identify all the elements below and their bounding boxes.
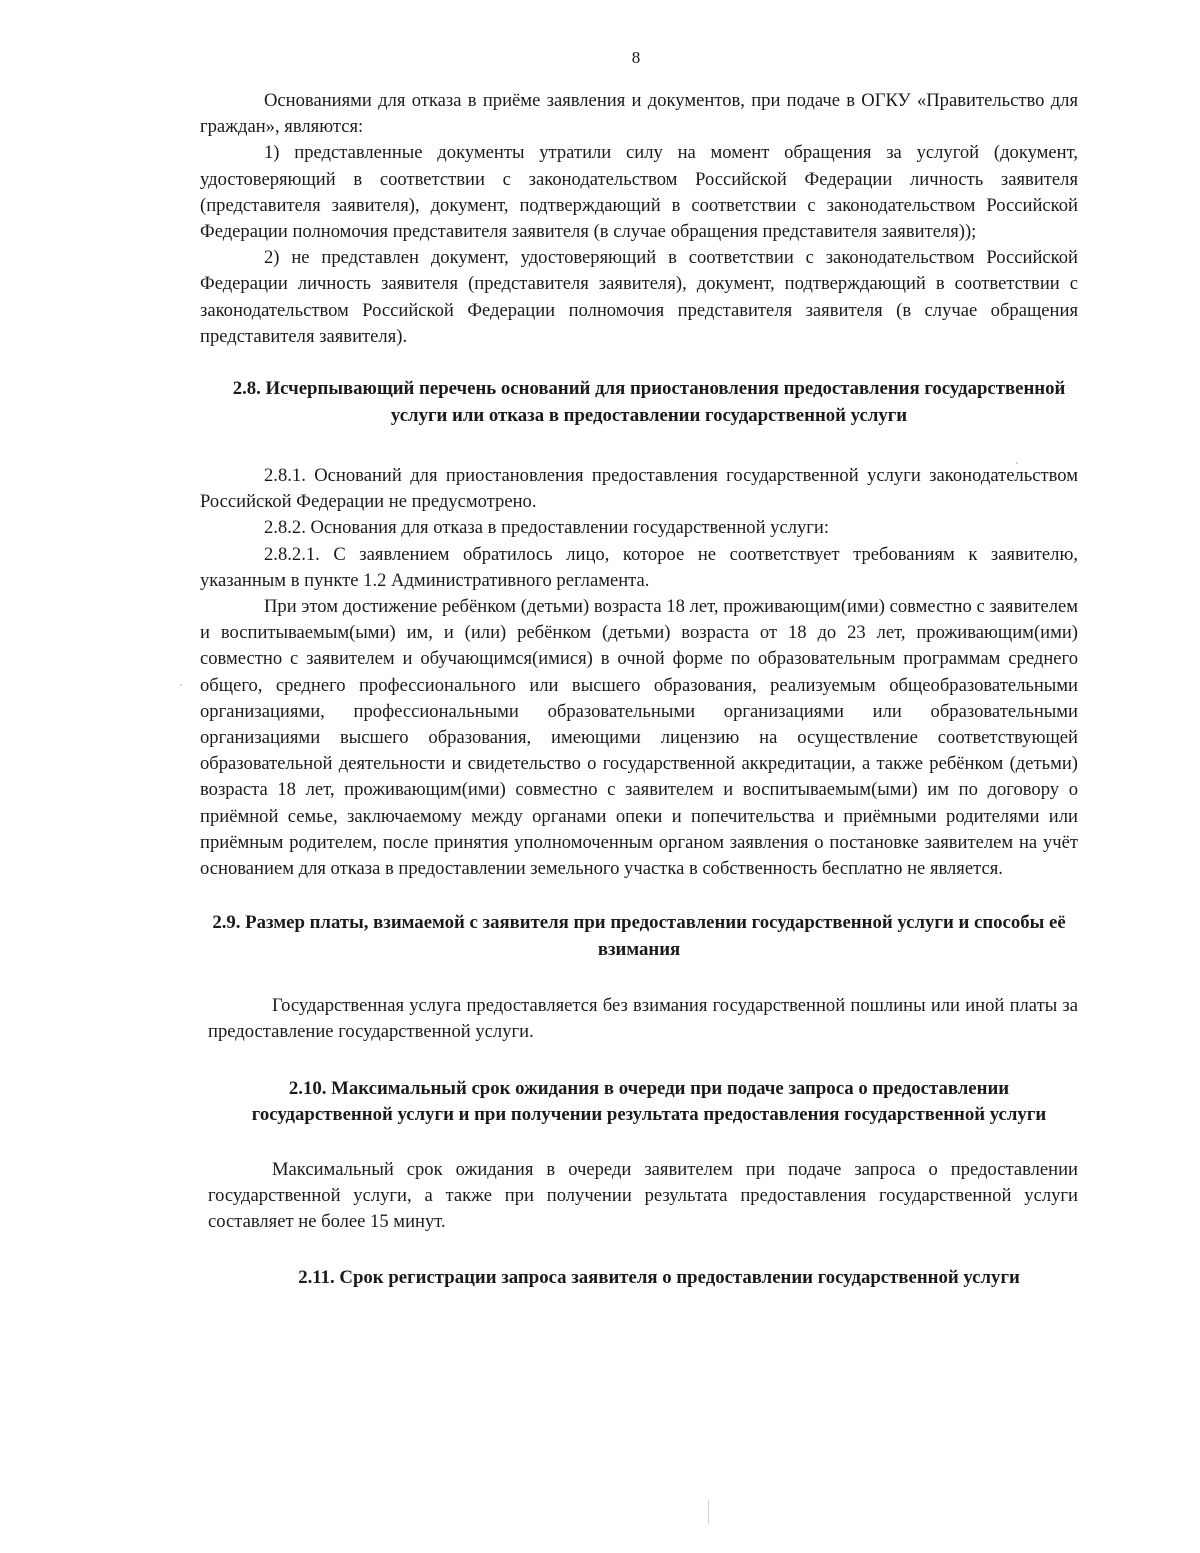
section-2-8-paragraph-1: 2.8.1. Оснований для приостановления предоставления государственной услуги законодательством Российской Федерации не предусмотрено. <box>200 465 1078 513</box>
section-2-11-heading: 2.11. Срок регистрации запроса заявителя о предоставлении государственной услуги <box>298 1267 1020 1289</box>
intro-paragraph-1: Основаниями для отказа в приёме заявления и документов, при подаче в ОГКУ «Правительство для граждан», являются: <box>200 90 1078 138</box>
section-2-9-heading: 2.9. Размер платы, взимаемой с заявителя при предоставлении государственной услуги и способы её взимания <box>212 912 1066 960</box>
section-2-8-paragraph-2: 2.8.2. Основания для отказа в предоставлении государственной услуги: <box>264 517 830 539</box>
scan-speck <box>1016 462 1018 464</box>
section-2-10-paragraph-1: Максимальный срок ожидания в очереди заявителем при подаче запроса о предоставлении государственной услуги, а также при получении результата предоставления государственной услуги составляет не более 15 минут. <box>208 1158 1078 1233</box>
section-2-9-paragraph-1: Государственная услуга предоставляется без взимания государственной пошлины или иной платы за предоставление государственной услуги. <box>208 995 1078 1043</box>
section-2-8-paragraph-3: 2.8.2.1. С заявлением обратилось лицо, которое не соответствует требованиям к заявителю, указанным в пункте 1.2 Административного регламента. <box>200 543 1078 591</box>
intro-paragraph-2: 1) представленные документы утратили силу на момент обращения за услугой (документ, удостоверяющий в соответствии с законодательством Российской Федерации личность заявителя (представителя заявителя), документ, подтверждающий в соответствии с законодательством Российской Федерации полномочия представителя заявителя (в случае обращения представителя заявителя)); <box>200 142 1078 243</box>
intro-paragraph-3: 2) не представлен документ, удостоверяющий в соответствии с законодательством Российской Федерации личность заявителя (представителя заявителя), документ, подтверждающий в соответствии с законодательством Российской Федерации полномочия представителя заявителя (в случае обращения представителя заявителя). <box>200 247 1078 347</box>
page-number: 8 <box>631 48 641 67</box>
section-2-10-heading: 2.10. Максимальный срок ожидания в очереди при подаче запроса о предоставлении государственной услуги и при получении результата предоставления государственной услуги <box>251 1077 1047 1126</box>
scan-speck <box>180 684 182 686</box>
scan-speck <box>708 1500 709 1524</box>
document-body <box>200 88 1078 1292</box>
section-2-8-heading: 2.8. Исчерпывающий перечень оснований для приостановления предоставления государственной услуги или отказа в предоставлении государственной услуги <box>232 378 1066 426</box>
section-2-8-paragraph-4: При этом достижение ребёнком (детьми) возраста 18 лет, проживающим(ими) совместно с заявителем и воспитываемым(ыми) им, и (или) ребёнком (детьми) возраста от 18 до 23 лет, проживающим(ими) совместно с заявителем и обучающимся(имися) в очной форме по образовательным программам среднего общего, среднего профессионального или высшего образования, реализуемым общеобразовательными организациями, профессиональными образовательными организациями или образовательными организациями высшего образования, имеющими лицензию на осуществление соответствующей образовательной деятельности и свидетельство о государственной аккредитации, а также ребёнком (детьми) возраста 18 лет, проживающим(ими) совместно с заявителем и воспитываемым(ыми) им по договору о приёмной семье, заключаемому между органами опеки и попечительства и приёмными родителями или приёмным родителем, после принятия уполномоченным органом заявления о постановке заявителем на учёт основанием для отказа в предоставлении земельного участка в собственность бесплатно не является. <box>200 596 1078 880</box>
